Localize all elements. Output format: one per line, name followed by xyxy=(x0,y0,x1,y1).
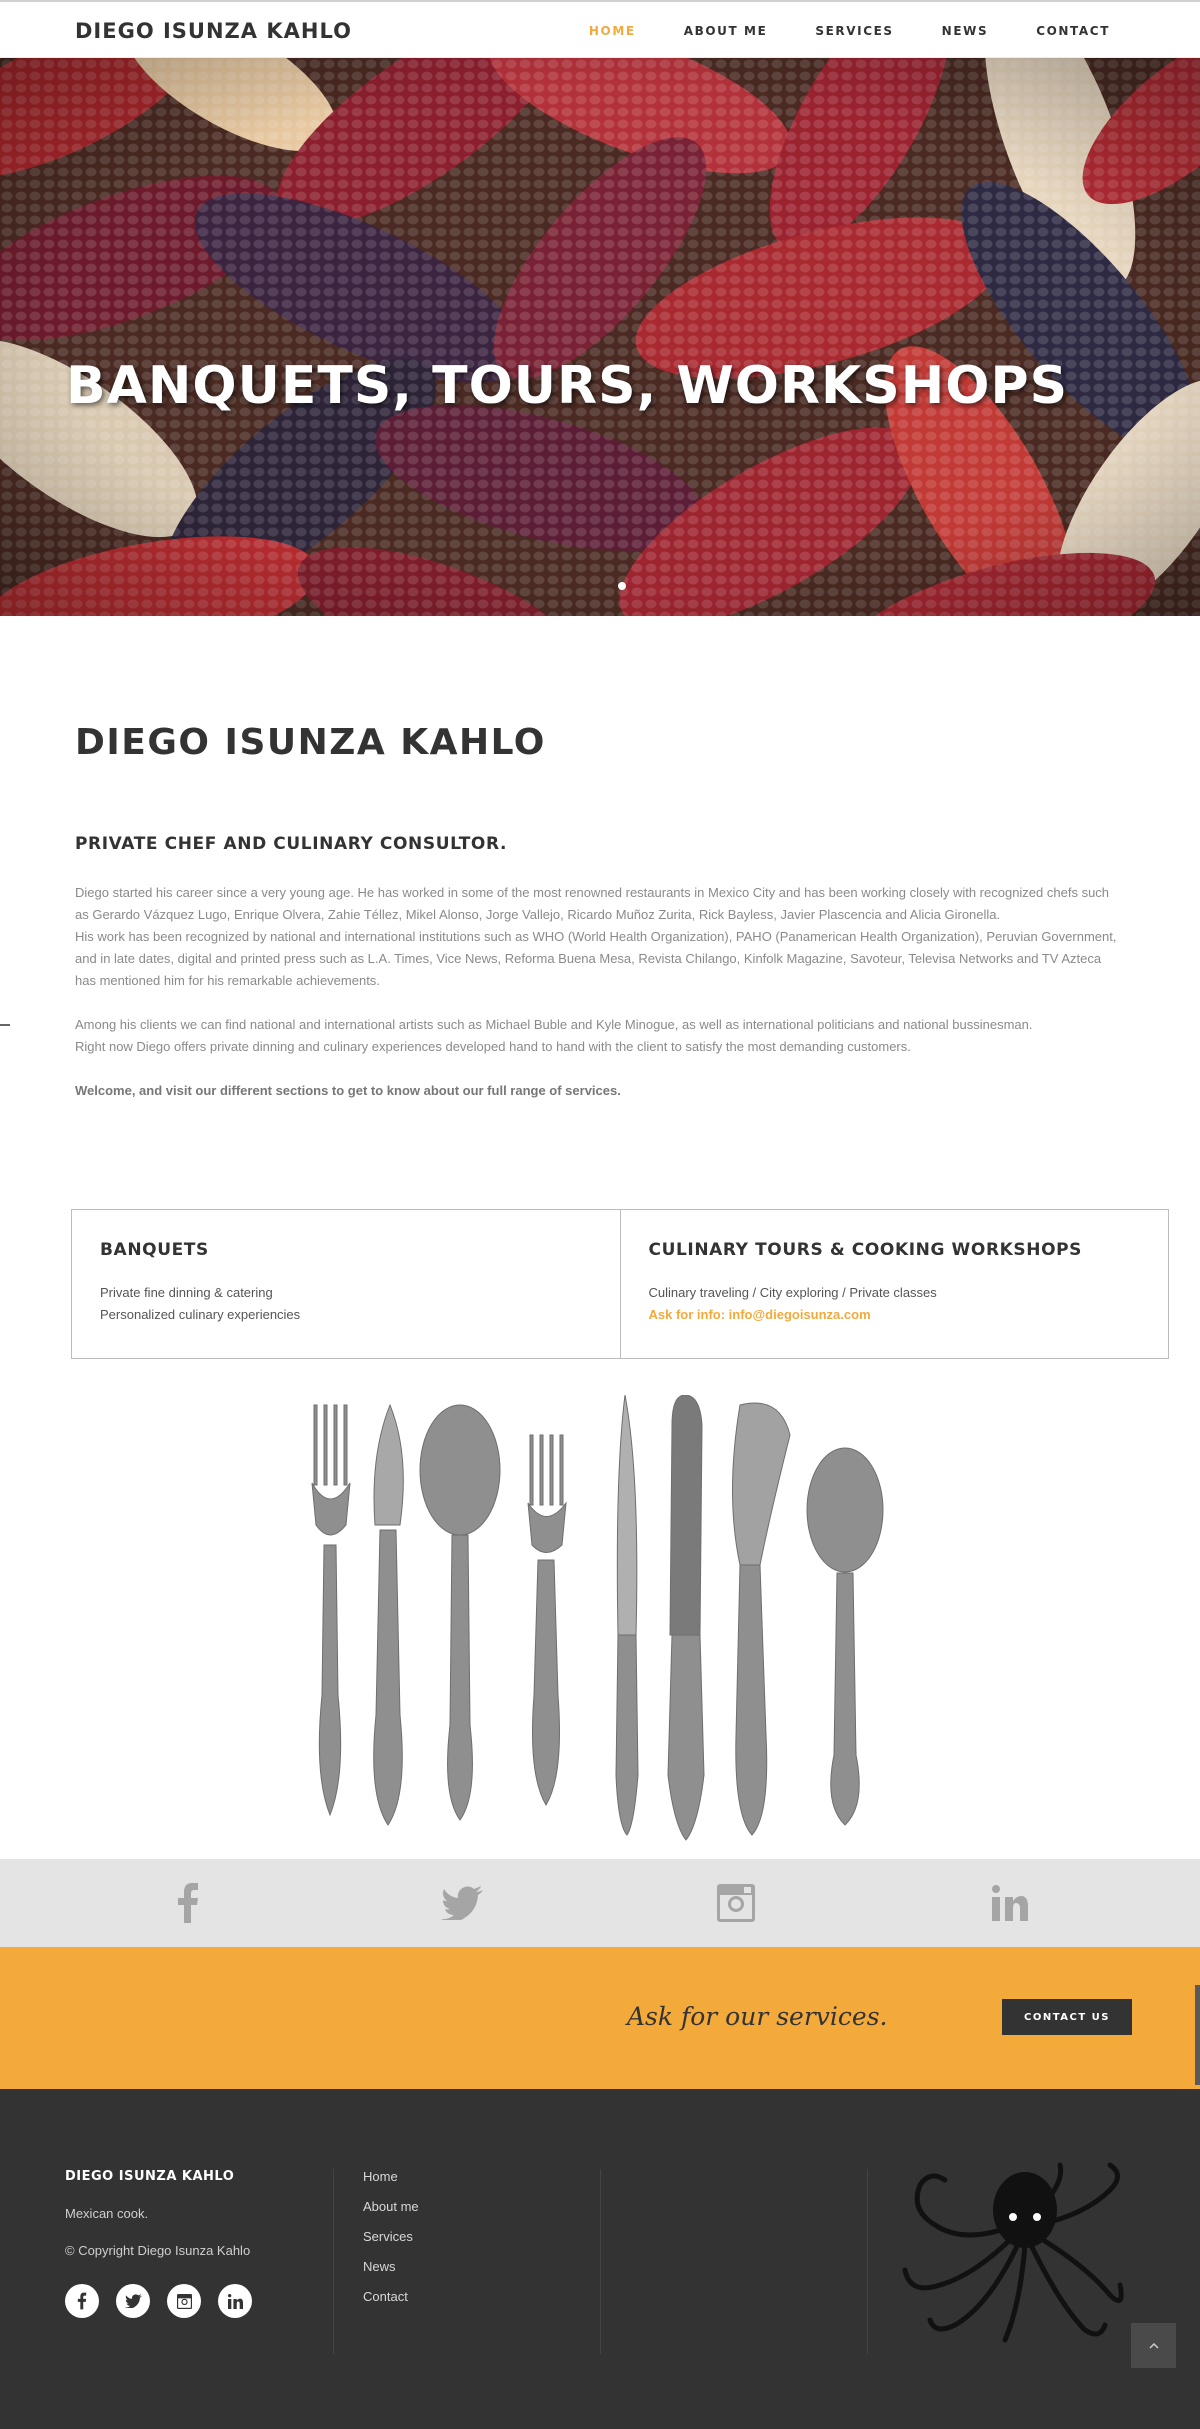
intro-paragraph: Diego started his career since a very young age. He has worked in some of the most renowned restaurants in Mexico City and has been working closely with recognized chefs such as Gerardo Vázquez Lugo, Enrique Olvera, Zahie Téllez, Mikel Alonso, Jorge Vallejo, Ricardo Muñoz Zurita, Rick Bayless, Javier Plascencia and Alicia Gironella. xyxy=(75,885,1110,922)
chevron-up-icon xyxy=(1149,2343,1159,2349)
site-header xyxy=(0,0,1200,58)
cta-banner xyxy=(0,1947,1200,2089)
footer-link-services[interactable]: Services xyxy=(363,2229,413,2244)
tours-title: CULINARY TOURS & COOKING WORKSHOPS xyxy=(648,1240,1083,1260)
instagram-icon[interactable] xyxy=(167,2284,201,2318)
footer-link-about[interactable]: About me xyxy=(363,2199,419,2214)
welcome-text: Welcome, and visit our different sections to get to know about our full range of services. xyxy=(75,1083,621,1098)
footer-links xyxy=(363,2169,563,2354)
footer-copyright: © Copyright Diego Isunza Kahlo xyxy=(65,2243,251,2258)
intro-title: DIEGO ISUNZA KAHLO xyxy=(75,722,546,763)
twitter-icon[interactable] xyxy=(116,2284,150,2318)
cutlery-illustration xyxy=(300,1395,900,1845)
site-footer xyxy=(0,2089,1200,2429)
intro-paragraph: Among his clients we can find national and international artists such as Michael Buble and Kyle Minogue, as well as international politicians and national bussinesman. xyxy=(75,1017,1033,1032)
footer-title: DIEGO ISUNZA KAHLO xyxy=(65,2169,235,2184)
intro-body xyxy=(75,882,1125,1102)
services-boxes xyxy=(71,1209,1169,1359)
nav-services[interactable]: SERVICES xyxy=(815,24,894,38)
contact-us-button[interactable]: CONTACT US xyxy=(1002,1999,1132,2035)
intro-subtitle: PRIVATE CHEF AND CULINARY CONSULTOR. xyxy=(75,834,508,854)
corn-background-image xyxy=(0,58,1200,616)
nav-contact[interactable]: CONTACT xyxy=(1036,24,1110,38)
instagram-icon[interactable] xyxy=(714,1881,758,1925)
intro-paragraph: His work has been recognized by national and international institutions such as WHO (World Health Organization), PAHO (Panamerican Health Organization), Peruvian Government, and in late dates, digital and printed press such as L.A. Times, Vice News, Reforma Buena Mesa, Revista Chilango, Kinfolk Magazine, Savoteur, Televisa Networks and TV Azteca has mentioned him for his remarkable achievements. xyxy=(75,929,1117,988)
nav-news[interactable]: NEWS xyxy=(941,24,989,38)
nav-about-me[interactable]: ABOUT ME xyxy=(683,24,768,38)
footer-social xyxy=(65,2284,315,2318)
site-logo[interactable]: DIEGO ISUNZA KAHLO xyxy=(75,19,352,43)
footer-link-contact[interactable]: Contact xyxy=(363,2289,408,2304)
banquets-title: BANQUETS xyxy=(100,1240,209,1260)
facebook-icon[interactable] xyxy=(166,1881,210,1925)
banquets-line: Personalized culinary experiencies xyxy=(100,1307,301,1322)
side-indicator xyxy=(0,1024,10,1026)
octopus-illustration xyxy=(895,2155,1140,2350)
hero-slider xyxy=(0,58,1200,616)
tours-contact-link[interactable]: Ask for info: info@diegoisunza.com xyxy=(648,1307,871,1322)
footer-link-news[interactable]: News xyxy=(363,2259,396,2274)
intro-paragraph: Right now Diego offers private dinning and culinary experiences developed hand to hand with the client to satisfy the most demanding customers. xyxy=(75,1039,911,1054)
nav-home[interactable]: HOME xyxy=(588,24,636,38)
main-nav xyxy=(589,24,1110,38)
back-to-top-button[interactable] xyxy=(1131,2323,1176,2368)
banquets-line: Private fine dinning & catering xyxy=(100,1285,273,1300)
footer-link-home[interactable]: Home xyxy=(363,2169,398,2184)
slider-dot[interactable] xyxy=(618,582,626,590)
twitter-icon[interactable] xyxy=(440,1881,484,1925)
linkedin-icon[interactable] xyxy=(218,2284,252,2318)
footer-divider xyxy=(600,2169,601,2354)
tours-line: Culinary traveling / City exploring / Private classes xyxy=(648,1285,937,1300)
footer-tagline: Mexican cook. xyxy=(65,2206,149,2221)
footer-about xyxy=(65,2169,315,2354)
footer-divider xyxy=(867,2169,868,2354)
footer-divider xyxy=(333,2169,334,2354)
banquets-box xyxy=(72,1210,620,1358)
hero-title: BANQUETS, TOURS, WORKSHOPS xyxy=(66,356,1069,416)
social-bar xyxy=(0,1859,1200,1947)
scrollbar-thumb[interactable] xyxy=(1195,1985,1200,2085)
tours-box xyxy=(620,1210,1169,1358)
linkedin-icon[interactable] xyxy=(988,1881,1032,1925)
cta-text: Ask for our services. xyxy=(627,2002,888,2031)
facebook-icon[interactable] xyxy=(65,2284,99,2318)
